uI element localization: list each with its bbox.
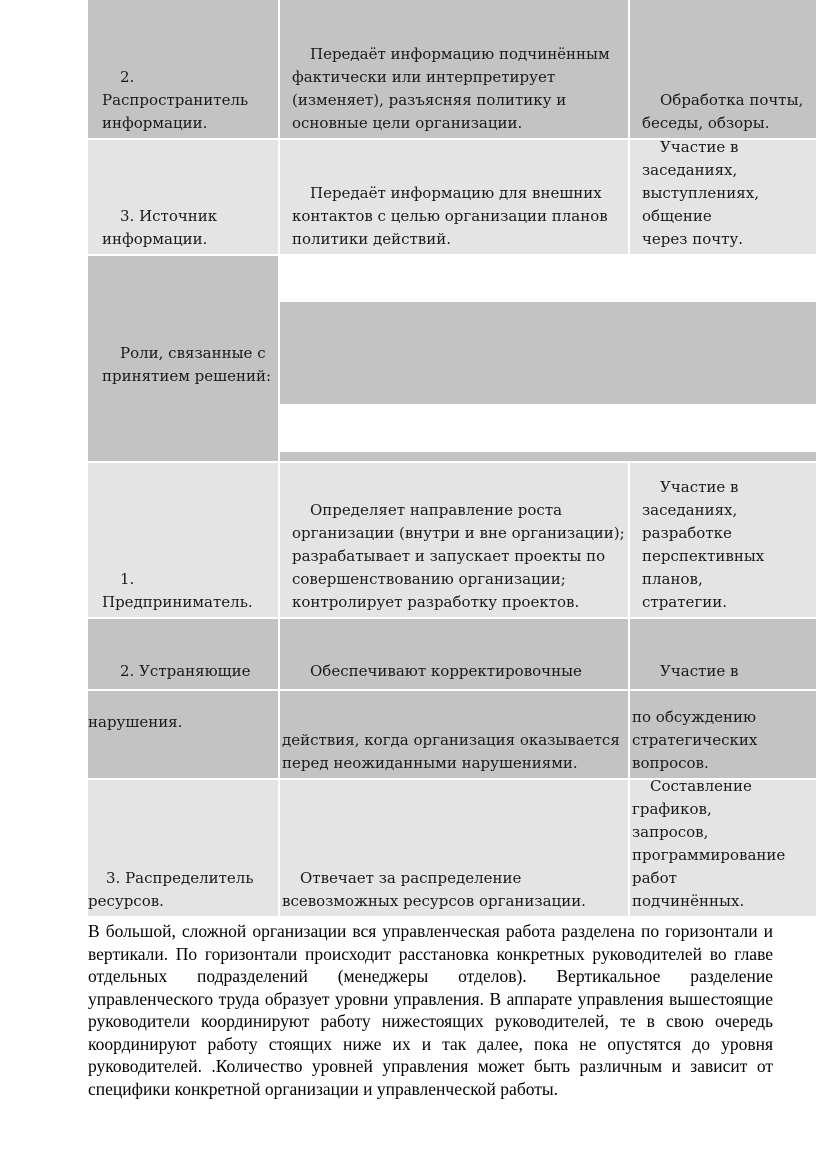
role-description-text: Передаёт информацию для внешних контактов с целью организации планов политики действий. <box>292 184 608 248</box>
role-activity-text: по обсуждению стратегических вопросов. <box>632 708 758 772</box>
table-row <box>88 463 278 617</box>
role-description <box>280 0 628 138</box>
table-row <box>88 140 278 254</box>
role-description <box>280 463 628 617</box>
role-activity <box>630 463 816 617</box>
role-description <box>280 780 628 916</box>
table-row <box>88 619 278 689</box>
empty-cell <box>280 406 628 450</box>
role-name: 2. Устраняющие <box>120 662 251 680</box>
role-description-text: действия, когда организация оказывается перед неожиданными нарушениями. <box>282 731 620 772</box>
role-activity <box>630 619 816 689</box>
role-activity-text: Участие в <box>660 662 739 680</box>
section-header-text: Роли, связанные с принятием решений: <box>102 344 272 385</box>
role-activity-text: Участие в заседаниях, выступлениях, общение через почту. <box>642 138 759 248</box>
role-activity-text: Участие в заседаниях, разработке перспективных планов, стратегии. <box>642 478 765 611</box>
role-activity <box>630 777 816 916</box>
role-description <box>280 619 628 689</box>
empty-cell <box>280 256 816 300</box>
empty-cell <box>280 452 816 461</box>
role-description <box>280 691 628 778</box>
role-name: нарушения. <box>88 713 183 731</box>
role-description-text: Обеспечивают корректировочные <box>310 662 582 680</box>
role-activity <box>630 0 816 138</box>
role-activity-text: Составление графиков, запросов, программирование работ подчинённых. <box>632 777 786 910</box>
table-row <box>88 691 278 778</box>
table-row <box>88 780 278 916</box>
section-header <box>88 256 278 461</box>
role-activity <box>630 140 816 254</box>
empty-cell <box>630 406 816 450</box>
role-name: 2. Распространитель информации. <box>102 68 249 132</box>
role-description-text: Отвечает за распределение всевозможных ресурсов организации. <box>282 869 586 910</box>
role-name: 1. Предприниматель. <box>102 570 253 611</box>
role-name: 3. Распределитель ресурсов. <box>88 869 254 910</box>
table-row <box>88 0 278 138</box>
role-description-text: Передаёт информацию подчинённым фактически или интерпретирует (изменяет), разъясняя политику и основные цели организации. <box>292 45 610 132</box>
role-description-text: Определяет направление роста организации (внутри и вне организации); разрабатывает и запускает проекты по совершенствованию организации; контролирует разработку проектов. <box>292 501 625 611</box>
role-name: 3. Источник информации. <box>102 207 218 248</box>
role-activity <box>630 691 816 778</box>
empty-cell <box>280 302 816 404</box>
role-description <box>280 140 628 254</box>
body-paragraph: В большой, сложной организации вся управленческая работа разделена по горизонтали и вертикали. По горизонтали происходит расстановка конкретных руководителей во главе отдельных подразделений (менеджеры отделов). Вертикальное разделение управленческого труда образует уровни управления. В аппарате управления вышестоящие руководители координируют работу нижестоящих руководителей, те в свою очередь координируют работу стоящих ниже их и так далее, пока не опустятся до уровня руководителей. .Количество уровней управления может быть различным и зависит от специфики конкретной организации и управленческой работы. <box>88 921 773 1099</box>
role-activity-text: Обработка почты, беседы, обзоры. <box>642 91 804 132</box>
